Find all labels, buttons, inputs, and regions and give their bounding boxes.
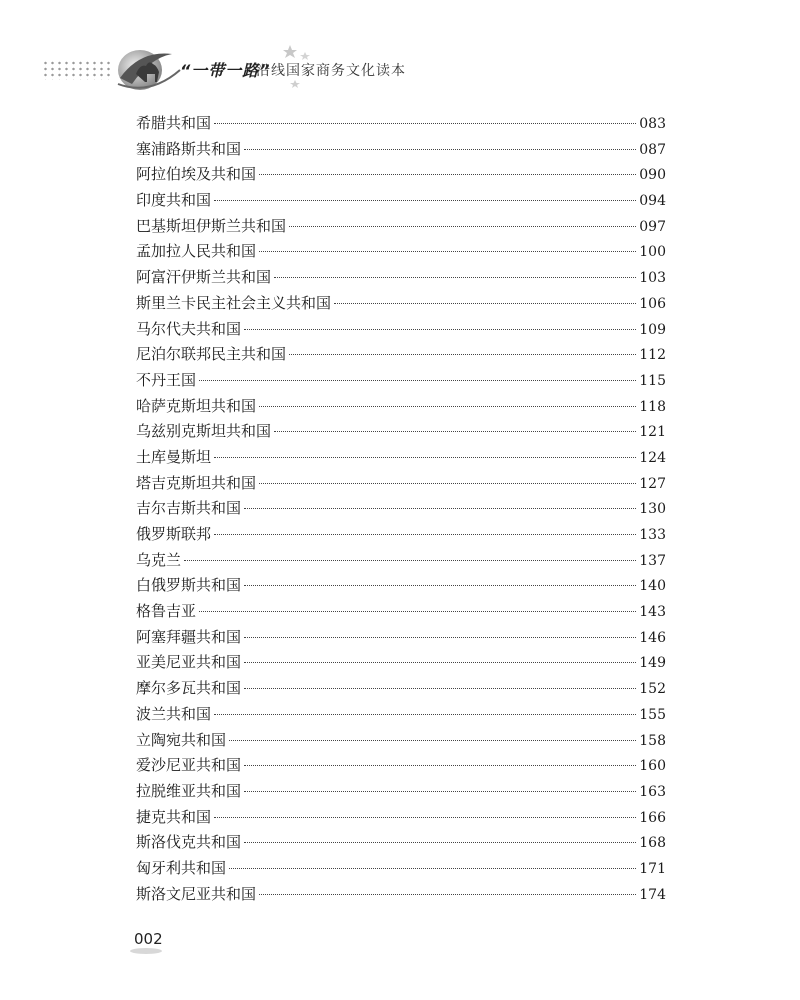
- toc-entry[interactable]: [136, 111, 666, 137]
- page-header: [0, 0, 800, 100]
- toc-entry[interactable]: [136, 137, 666, 163]
- toc-entry-page: 097: [639, 218, 666, 235]
- toc-entry[interactable]: [136, 779, 666, 805]
- toc-entry[interactable]: [136, 265, 666, 291]
- toc-entry-page: 127: [639, 475, 666, 492]
- toc-entry-title: 吉尔吉斯共和国: [136, 499, 242, 518]
- toc-entry-title: 印度共和国: [136, 191, 212, 210]
- toc-entry[interactable]: [136, 573, 666, 599]
- toc-entry-title: 拉脱维亚共和国: [136, 781, 242, 800]
- toc-dot-leader: [259, 483, 636, 484]
- toc-dot-leader: [214, 817, 636, 818]
- toc-entry-page: 163: [639, 783, 666, 800]
- toc-entry-title: 阿拉伯埃及共和国: [136, 165, 257, 184]
- toc-entry-page: 106: [639, 295, 666, 312]
- toc-entry[interactable]: [136, 291, 666, 317]
- toc-entry[interactable]: [136, 805, 666, 831]
- toc-entry-title: 不丹王国: [136, 370, 197, 389]
- toc-dot-leader: [244, 149, 636, 150]
- toc-entry[interactable]: [136, 625, 666, 651]
- toc-entry-title: 斯洛伐克共和国: [136, 833, 242, 852]
- toc-entry-page: 124: [639, 449, 666, 466]
- toc-dot-leader: [244, 791, 636, 792]
- toc-entry[interactable]: [136, 239, 666, 265]
- toc-entry-page: 158: [639, 732, 666, 749]
- toc-dot-leader: [244, 585, 636, 586]
- toc-entry-title: 白俄罗斯共和国: [136, 576, 242, 595]
- toc-entry-title: 乌兹别克斯坦共和国: [136, 422, 272, 441]
- toc-entry-title: 巴基斯坦伊斯兰共和国: [136, 216, 287, 235]
- toc-entry-page: 168: [639, 835, 666, 852]
- toc-entry-page: 112: [639, 347, 666, 364]
- table-of-contents: [136, 111, 666, 907]
- toc-entry[interactable]: [136, 317, 666, 343]
- toc-dot-leader: [244, 508, 636, 509]
- toc-dot-leader: [214, 200, 636, 201]
- toc-entry-page: 121: [639, 424, 666, 441]
- toc-entry-page: 160: [639, 758, 666, 775]
- toc-entry-title: 俄罗斯联邦: [136, 525, 212, 543]
- toc-entry[interactable]: [136, 702, 666, 728]
- toc-entry[interactable]: [136, 445, 666, 471]
- toc-entry-title: 塔吉克斯坦共和国: [136, 473, 257, 492]
- toc-entry-page: 137: [639, 552, 666, 569]
- toc-entry-page: 152: [639, 681, 666, 698]
- toc-entry-title: 格鲁吉亚: [136, 602, 197, 621]
- toc-entry[interactable]: [136, 676, 666, 702]
- toc-dot-leader: [214, 457, 636, 458]
- toc-entry[interactable]: [136, 368, 666, 394]
- toc-dot-leader: [289, 354, 636, 355]
- toc-entry-title: 匈牙利共和国: [136, 858, 227, 877]
- toc-dot-leader: [184, 560, 636, 561]
- toc-entry-title: 阿塞拜疆共和国: [136, 627, 242, 646]
- toc-dot-leader: [214, 534, 636, 535]
- toc-dot-leader: [244, 662, 636, 663]
- toc-entry[interactable]: [136, 599, 666, 625]
- toc-dot-leader: [199, 380, 636, 381]
- toc-entry-page: 094: [639, 193, 666, 210]
- toc-dot-leader: [244, 637, 636, 638]
- toc-entry-title: 爱沙尼亚共和国: [136, 756, 242, 775]
- page-number-shadow: [130, 948, 162, 954]
- toc-entry[interactable]: [136, 882, 666, 908]
- toc-entry[interactable]: [136, 830, 666, 856]
- toc-entry-page: 155: [639, 706, 666, 723]
- toc-entry-title: 亚美尼亚共和国: [136, 653, 242, 672]
- toc-entry[interactable]: [136, 753, 666, 779]
- toc-entry-title: 捷克共和国: [136, 807, 212, 826]
- toc-entry[interactable]: [136, 856, 666, 882]
- toc-entry-title: 斯里兰卡民主社会主义共和国: [136, 293, 332, 312]
- toc-dot-leader: [214, 714, 636, 715]
- header-slogan: “一带一路”: [180, 61, 271, 80]
- decorative-dots: [42, 60, 112, 80]
- toc-entry[interactable]: [136, 650, 666, 676]
- toc-entry-page: 083: [639, 116, 666, 132]
- toc-entry-title: 立陶宛共和国: [136, 730, 227, 749]
- toc-entry[interactable]: [136, 394, 666, 420]
- toc-entry-page: 146: [639, 629, 666, 646]
- toc-entry-page: 130: [639, 501, 666, 518]
- toc-entry-title: 希腊共和国: [136, 114, 212, 132]
- toc-entry[interactable]: [136, 548, 666, 574]
- header-title: 沿线国家商务文化读本: [256, 63, 406, 79]
- toc-dot-leader: [259, 251, 636, 252]
- toc-entry-page: 133: [639, 527, 666, 543]
- toc-entry[interactable]: [136, 522, 666, 548]
- toc-dot-leader: [199, 611, 636, 612]
- toc-dot-leader: [289, 226, 636, 227]
- toc-entry-page: 140: [639, 578, 666, 595]
- toc-entry[interactable]: [136, 342, 666, 368]
- toc-entry-page: 149: [639, 655, 666, 672]
- toc-entry-page: 109: [639, 321, 666, 338]
- toc-dot-leader: [334, 303, 636, 304]
- toc-entry-page: 115: [639, 372, 666, 389]
- toc-entry-page: 087: [639, 141, 666, 158]
- toc-entry-title: 马尔代夫共和国: [136, 319, 242, 338]
- toc-entry-title: 哈萨克斯坦共和国: [136, 396, 257, 415]
- toc-entry-title: 塞浦路斯共和国: [136, 139, 242, 158]
- toc-entry-title: 波兰共和国: [136, 704, 212, 723]
- toc-entry-title: 乌克兰: [136, 550, 182, 569]
- toc-entry-title: 阿富汗伊斯兰共和国: [136, 268, 272, 287]
- toc-entry-page: 174: [639, 886, 666, 903]
- toc-entry[interactable]: [136, 188, 666, 214]
- toc-entry-page: 171: [639, 860, 666, 877]
- toc-dot-leader: [259, 174, 636, 175]
- toc-entry-page: 100: [639, 244, 666, 261]
- toc-entry-page: 090: [639, 167, 666, 184]
- toc-entry[interactable]: [136, 214, 666, 240]
- toc-dot-leader: [274, 431, 636, 432]
- globe-camel-logo-icon: [110, 40, 190, 96]
- toc-entry-title: 孟加拉人民共和国: [136, 242, 257, 261]
- toc-dot-leader: [274, 277, 636, 278]
- toc-dot-leader: [229, 740, 636, 741]
- toc-dot-leader: [229, 868, 636, 869]
- toc-entry-page: 103: [639, 270, 666, 287]
- toc-entry-title: 尼泊尔联邦民主共和国: [136, 345, 287, 364]
- toc-entry-title: 摩尔多瓦共和国: [136, 679, 242, 698]
- toc-entry-title: 土库曼斯坦: [136, 447, 212, 466]
- toc-dot-leader: [214, 123, 636, 124]
- toc-entry-page: 143: [639, 604, 666, 621]
- toc-dot-leader: [244, 688, 636, 689]
- toc-entry-page: 166: [639, 809, 666, 826]
- toc-dot-leader: [259, 406, 636, 407]
- toc-entry[interactable]: [136, 419, 666, 445]
- toc-entry-title: 斯洛文尼亚共和国: [136, 884, 257, 903]
- toc-dot-leader: [244, 842, 636, 843]
- toc-dot-leader: [259, 894, 636, 895]
- page-number: 002: [134, 930, 163, 948]
- toc-entry-page: 118: [639, 398, 666, 415]
- toc-entry[interactable]: [136, 728, 666, 754]
- toc-entry[interactable]: [136, 471, 666, 497]
- toc-entry[interactable]: [136, 496, 666, 522]
- toc-entry[interactable]: [136, 162, 666, 188]
- toc-dot-leader: [244, 329, 636, 330]
- toc-dot-leader: [244, 765, 636, 766]
